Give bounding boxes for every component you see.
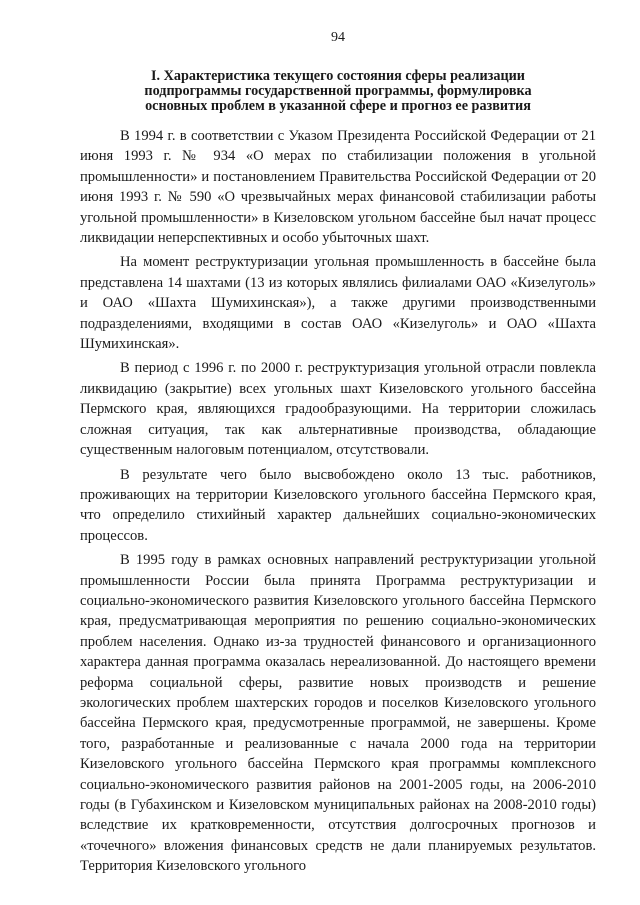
section-title-line: подпрограммы государственной программы, формулировка xyxy=(144,83,532,99)
body-text xyxy=(80,126,596,881)
paragraph: На момент реструктуризации угольная промышленность в бассейне была представлена 14 шахтами (13 из которых являлись филиалами ОАО «Кизелуголь» и ОАО «Шахта Шумихинская»), а также другими производственными подразделениями, входящими в состав ОАО «Кизелуголь» и ОАО «Шахта Шумихинская». xyxy=(80,254,596,353)
section-title xyxy=(80,69,596,114)
section-title-line: основных проблем в указанной сфере и прогноз ее развития xyxy=(145,98,531,114)
paragraph: В период с 1996 г. по 2000 г. реструктуризация угольной отрасли повлекла ликвидацию (закрытие) всех угольных шахт Кизеловского угольного бассейна Пермского края, являющихся градообразующими. На территории сложилась сложная ситуация, так как альтернативные производства, обладающие существенным налоговым потенциалом, отсутствовали. xyxy=(80,360,596,459)
section-title-line: I. Характеристика текущего состояния сферы реализации xyxy=(151,68,525,84)
paragraph: В результате чего было высвобождено около 13 тыс. работников, проживающих на территории Кизеловского угольного бассейна Пермского края, что определило стихийный характер дальнейших социально-экономических процессов. xyxy=(80,466,596,544)
paragraph: В 1994 г. в соответствии с Указом Президента Российской Федерации от 21 июня 1993 г. № 934 «О мерах по стабилизации положения в угольной промышленности» и постановлением Правительства Российской Федерации от 20 июня 1993 г. № 590 «О чрезвычайных мерах финансовой стабилизации работы угольной промышленности» в Кизеловском угольном бассейне был начат процесс ликвидации неперспективных и особо убыточных шахт. xyxy=(80,128,596,247)
page-number: 94 xyxy=(331,30,345,45)
document-page xyxy=(80,0,596,905)
paragraph: В 1995 году в рамках основных направлений реструктуризации угольной промышленности России была принята Программа реструктуризации и социально-экономического развития Кизеловского угольного бассейна Пермского края, предусматривающая мероприятия по решению социально-экономических проблем населения. Однако из-за трудностей финансового и организационного характера данная программа оказалась нереализованной. До настоящего времени реформа социальной сферы, развитие новых производств и решение экологических проблем шахтерских городов и поселков Кизеловского угольного бассейна Пермского края, предусмотренные программой, не завершены. Кроме того, разработанные и реализованные с начала 2000 года на территории Кизеловского угольного бассейна Пермского края программы комплексного социально-экономического развития районов на 2001-2005 годы, на 2006-2010 годы (в Губахинском и Кизеловском муниципальных районах на 2008-2010 годы) вследствие их кратковременности, отсутствия долгосрочных прогнозов и «точечного» вложения финансовых средств не дали планируемых результатов. Территория Кизеловского угольного xyxy=(80,552,596,875)
